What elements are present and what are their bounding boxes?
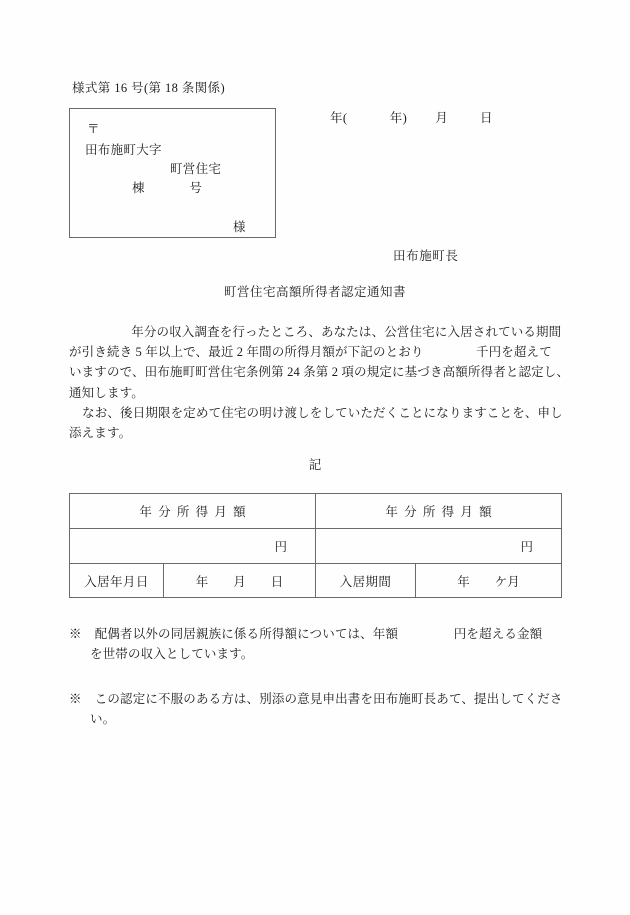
header-income-left: 年 分 所 得 月 額 <box>70 494 316 529</box>
income-table <box>69 493 562 598</box>
date-line: 年( 年) 月 日 <box>330 111 493 125</box>
form-number: 様式第 16 号(第 18 条関係) <box>72 81 226 95</box>
body-line: 添えます。 <box>69 426 132 441</box>
table-row <box>70 564 562 598</box>
body-line: なお、後日期限を定めて住宅の明け渡しをしていただくことになりますことを、申し <box>69 405 563 420</box>
ki-marker: 記 <box>308 458 322 472</box>
table-row <box>70 529 562 564</box>
amount-right-unit: 円 <box>316 529 562 564</box>
table-row <box>70 494 562 529</box>
document-title: 町営住宅高額所得者認定通知書 <box>223 285 406 299</box>
addressee-town-line: 田布施町大字 <box>85 143 162 157</box>
note-appeal-procedure <box>69 689 561 729</box>
amount-left-unit: 円 <box>70 529 316 564</box>
body-line: 通知します。 <box>69 385 144 400</box>
label-move-in-date: 入居年月日 <box>70 564 164 598</box>
addressee-housing-label: 町営住宅 <box>170 162 222 176</box>
addressee-box <box>69 108 276 238</box>
label-residence-period: 入居期間 <box>316 564 416 598</box>
body-line: 年分の収入調査を行ったところ、あなたは、公営住宅に入居されている期間 <box>69 325 562 339</box>
note-line: を世帯の収入としています。 <box>90 647 254 662</box>
note-line: ※ 配偶者以外の同居親族に係る所得額については、年額 円を超える金額 <box>69 627 543 641</box>
value-move-in-date: 年 月 日 <box>164 564 316 598</box>
body-line: が引き続き 5 年以上で、最近 2 年間の所得月額が下記のとおり 千円を超えて <box>69 345 552 360</box>
issuer-title: 田布施町長 <box>393 249 459 263</box>
body-line: いますので、田布施町町営住宅条例第 24 条第 2 項の規定に基づき高額所得者と認定し、 <box>69 365 570 380</box>
document-body <box>69 322 570 443</box>
value-residence-period: 年 ケ月 <box>416 564 562 598</box>
addressee-honorific: 様 <box>233 220 246 234</box>
note-income-threshold <box>69 624 561 664</box>
addressee-unit-line: 棟 号 <box>132 181 203 195</box>
header-income-right: 年 分 所 得 月 額 <box>316 494 562 529</box>
note-line: ※ この認定に不服のある方は、別添の意見申出書を田布施町長あて、提出してくださ <box>69 692 563 706</box>
postal-code-symbol: 〒 <box>87 122 100 136</box>
note-line: い。 <box>90 712 116 727</box>
